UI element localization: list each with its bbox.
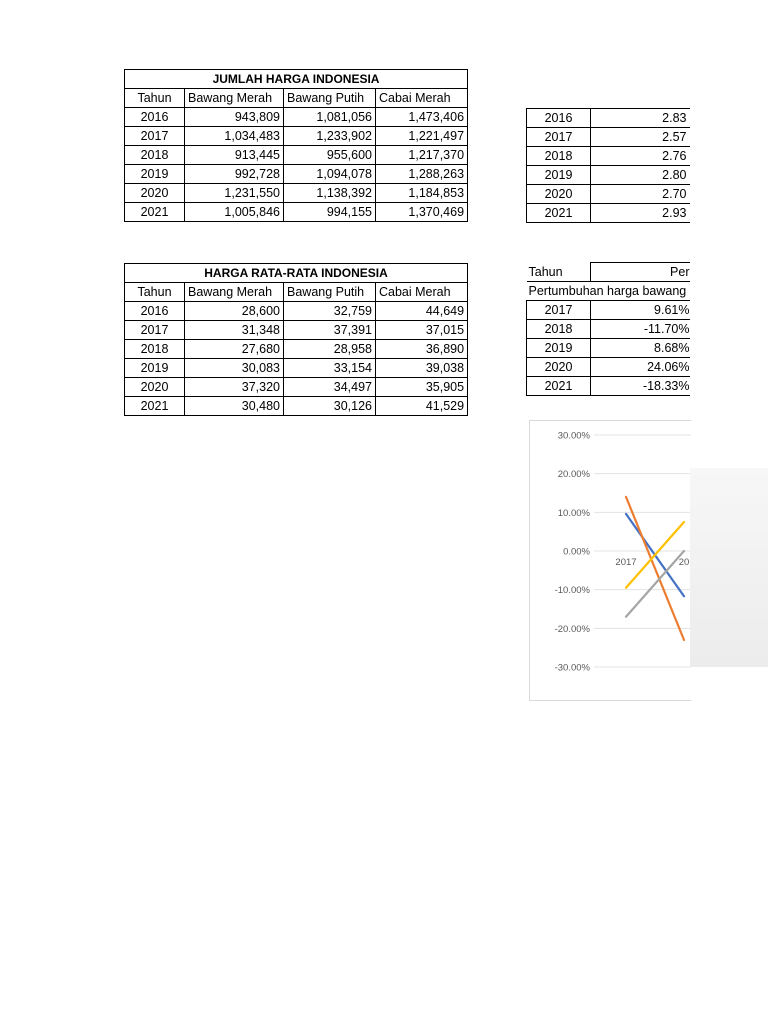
- y-tick-label: 0.00%: [563, 546, 590, 558]
- cell: 2020: [125, 378, 185, 397]
- table-subheader-row: [527, 282, 691, 301]
- table-header-row: [527, 263, 691, 282]
- cell: 1,034,483: [185, 127, 284, 146]
- cell: 37,015: [376, 321, 468, 340]
- cell: 2017: [527, 128, 591, 147]
- cell: 30,480: [185, 397, 284, 416]
- cell: 9.61%: [591, 301, 691, 320]
- cell: 2019: [527, 339, 591, 358]
- table-row: [125, 184, 468, 203]
- cell: 24.06%: [591, 358, 691, 377]
- col-header: Tahun: [125, 89, 185, 108]
- cell: 1,217,370: [376, 146, 468, 165]
- table-row: [125, 146, 468, 165]
- cell: 1,288,263: [376, 165, 468, 184]
- cell: 2021: [527, 204, 591, 223]
- table-ratio-clip: [526, 108, 690, 226]
- table-row: [527, 339, 691, 358]
- cell: 2019: [527, 166, 591, 185]
- cell: 2019: [125, 359, 185, 378]
- cell: 36,890: [376, 340, 468, 359]
- cell: 28,958: [284, 340, 376, 359]
- cell: 31,348: [185, 321, 284, 340]
- table-row: [527, 358, 691, 377]
- cell: 2.57: [591, 128, 691, 147]
- y-tick-label: -30.00%: [554, 662, 590, 674]
- cell: 2018: [527, 320, 591, 339]
- cell: 2016: [125, 302, 185, 321]
- cell: 2021: [125, 203, 185, 222]
- cell: 30,126: [284, 397, 376, 416]
- cell: 2016: [125, 108, 185, 127]
- y-tick-label: 10.00%: [557, 507, 590, 519]
- cell: 1,081,056: [284, 108, 376, 127]
- col-header: Bawang Putih: [284, 283, 376, 302]
- table-header-row: [125, 283, 468, 302]
- cell: 2.93: [591, 204, 691, 223]
- cell: 2018: [125, 340, 185, 359]
- cell: 8.68%: [591, 339, 691, 358]
- cell: 1,233,902: [284, 127, 376, 146]
- cell: 37,391: [284, 321, 376, 340]
- col-header: Bawang Putih: [284, 89, 376, 108]
- cell: 28,600: [185, 302, 284, 321]
- table-row: [125, 359, 468, 378]
- table-row: [125, 165, 468, 184]
- table-ratio: [526, 108, 690, 223]
- cell: 41,529: [376, 397, 468, 416]
- table-row: [527, 204, 691, 223]
- table-row: [125, 302, 468, 321]
- series-line-orange: [626, 497, 684, 640]
- cell: -18.33%: [591, 377, 691, 396]
- cell: 2018: [125, 146, 185, 165]
- table-row: [527, 128, 691, 147]
- table-row: [125, 321, 468, 340]
- table-row: [125, 127, 468, 146]
- series-line-yellow: [626, 522, 684, 588]
- table-header-row: [125, 89, 468, 108]
- cell: 32,759: [284, 302, 376, 321]
- cell: 2021: [527, 377, 591, 396]
- col-header: Bawang Merah: [185, 283, 284, 302]
- table-row: [125, 378, 468, 397]
- cell: 2019: [125, 165, 185, 184]
- table-harga-rata-rata: [124, 263, 468, 416]
- cell: 2017: [125, 321, 185, 340]
- table-row: [125, 397, 468, 416]
- cell: 33,154: [284, 359, 376, 378]
- side-panel-shadow: [690, 468, 768, 667]
- table-row: [527, 147, 691, 166]
- cell: 2.83: [591, 109, 691, 128]
- cell: 35,905: [376, 378, 468, 397]
- col-header-tahun: Tahun: [527, 263, 591, 282]
- cell: 943,809: [185, 108, 284, 127]
- x-tick-label: 2017: [615, 557, 637, 568]
- growth-chart: [529, 420, 691, 701]
- cell: 2.70: [591, 185, 691, 204]
- cell: 2017: [527, 301, 591, 320]
- col-header: Cabai Merah: [376, 283, 468, 302]
- cell: 1,231,550: [185, 184, 284, 203]
- cell: 1,473,406: [376, 108, 468, 127]
- table-row: [527, 301, 691, 320]
- table-row: [125, 340, 468, 359]
- cell: 2.76: [591, 147, 691, 166]
- table-title: HARGA RATA-RATA INDONESIA: [125, 264, 468, 283]
- cell: 2.80: [591, 166, 691, 185]
- cell: 1,370,469: [376, 203, 468, 222]
- y-tick-label: -10.00%: [554, 585, 590, 597]
- col-header-pertumbuhan: Per: [591, 263, 691, 282]
- growth-chart-svg: [530, 421, 691, 700]
- cell: 34,497: [284, 378, 376, 397]
- cell: 2020: [125, 184, 185, 203]
- table-pertumbuhan: [526, 262, 690, 396]
- y-tick-label: 30.00%: [557, 430, 590, 442]
- y-tick-label: 20.00%: [557, 469, 590, 481]
- cell: 2020: [527, 358, 591, 377]
- table-jumlah-harga: [124, 69, 468, 222]
- cell: 44,649: [376, 302, 468, 321]
- cell: 37,320: [185, 378, 284, 397]
- cell: 39,038: [376, 359, 468, 378]
- cell: 2016: [527, 109, 591, 128]
- table-row: [527, 109, 691, 128]
- pertumbuhan-subheader: Pertumbuhan harga bawang: [527, 282, 691, 301]
- col-header: Tahun: [125, 283, 185, 302]
- cell: 2018: [527, 147, 591, 166]
- table-row: [527, 320, 691, 339]
- cell: 1,094,078: [284, 165, 376, 184]
- cell: 955,600: [284, 146, 376, 165]
- table-row: [527, 166, 691, 185]
- cell: 2020: [527, 185, 591, 204]
- cell: 1,184,853: [376, 184, 468, 203]
- cell: 30,083: [185, 359, 284, 378]
- table-row: [527, 185, 691, 204]
- cell: 1,221,497: [376, 127, 468, 146]
- cell: 1,138,392: [284, 184, 376, 203]
- cell: 1,005,846: [185, 203, 284, 222]
- cell: -11.70%: [591, 320, 691, 339]
- cell: 913,445: [185, 146, 284, 165]
- cell: 2021: [125, 397, 185, 416]
- cell: 27,680: [185, 340, 284, 359]
- x-tick-label: 20: [678, 557, 690, 568]
- table-row: [125, 108, 468, 127]
- cell: 2017: [125, 127, 185, 146]
- col-header: Cabai Merah: [376, 89, 468, 108]
- cell: 992,728: [185, 165, 284, 184]
- col-header: Bawang Merah: [185, 89, 284, 108]
- table-row: [527, 377, 691, 396]
- cell: 994,155: [284, 203, 376, 222]
- table-pertumbuhan-clip: [526, 262, 690, 402]
- table-title: JUMLAH HARGA INDONESIA: [125, 70, 468, 89]
- table-row: [125, 203, 468, 222]
- y-tick-label: -20.00%: [554, 623, 590, 635]
